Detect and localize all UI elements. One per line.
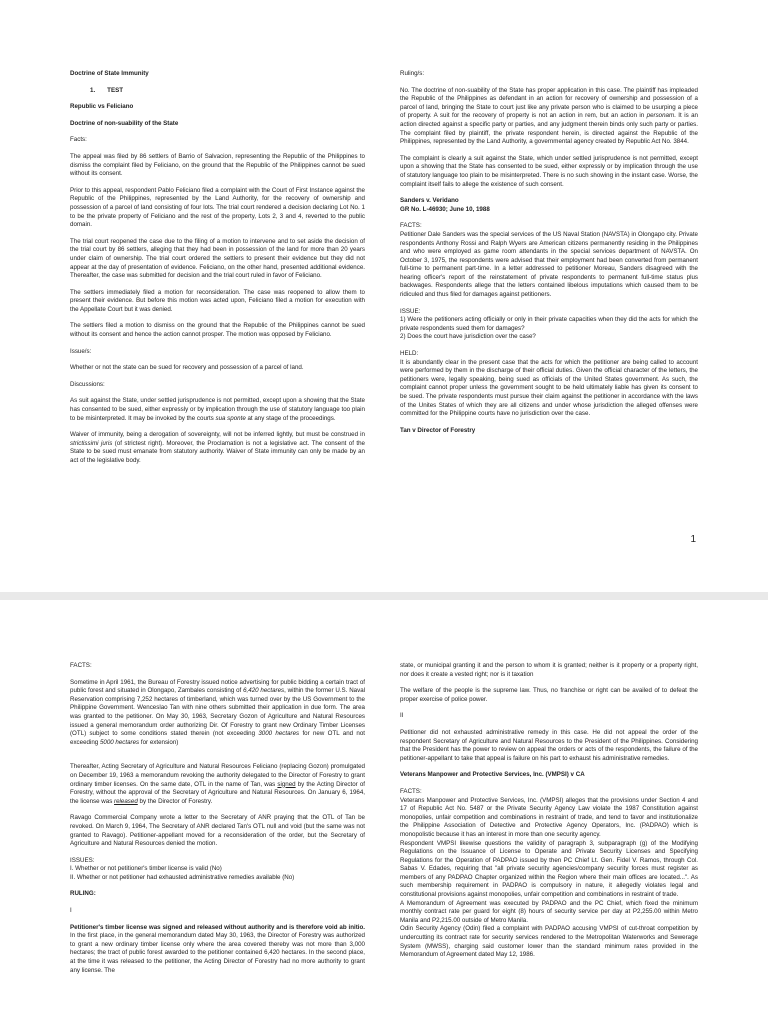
paragraph: 2) Does the court have jurisdiction over the case?	[400, 333, 536, 341]
page-number: 1	[690, 534, 696, 545]
section-label: HELD:	[400, 350, 419, 358]
paragraph: Whether or not the state can be sued for recovery and possession of a parcel of land.	[70, 364, 304, 372]
section-label: Discussions:	[70, 380, 105, 388]
page2-right-column	[400, 662, 698, 968]
paragraph: Odin Security Agency (Odin) filed a complaint with PADPAO accusing VMPSI of cut-throat competition by undercutting its contract rate for security services rendered to the Metropolitan Waterworks and Sewerage System (MWSS), charging said customer lower than the standard minimum rates provided in the Memorandum of Agreement dated May 12, 1986.	[400, 925, 698, 959]
section-label: Facts:	[70, 136, 87, 144]
case-title: Veterans Manpower and Protective Services, Inc. (VMPSI) v CA	[400, 771, 585, 779]
paragraph: Petitioner Dale Sanders was the special services of the US Naval Station (NAVSTA) in Olongapo city. Private respondents Anthony Rossi and Ralph Wyers are American citizens permanently residing in the Philippines and who were employed as game room attendants in the special services department of NAVSTA. On October 3, 1975, the respondents were advised that their employment had been converted from permanent full-time to permanent part-time. In a letter addressed to petitioner Moreau, Sanders disagreed with the hearing officer's report of the reinstatement of private respondents to permanent full-time status plus backwages. Respondents allege that the letters contained libelous imputations which caused them to be ridiculed and thus filed for damages against petitioners.	[400, 230, 698, 299]
case-title: Tan v Director of Forestry	[400, 426, 476, 434]
case-subtitle: Doctrine of non-suability of the State	[70, 119, 179, 127]
page1-right-column	[400, 70, 698, 443]
paragraph: The trial court reopened the case due to the filing of a motion to intervene and to set aside the decision of the trial court by 86 settlers, alleging that they had been in possession of the land for more than 20 years under claim of ownership. The trial court ordered the settlers to present their evidence but they did not appear at the day of presentation of evidence. Feliciano, on the other hand, presented additional evidence. Thereafter, the case was submitted for decision and the trial court ruled in favor of Feliciano.	[70, 237, 365, 280]
paragraph: Ravago Commercial Company wrote a letter to the Secretary of ANR praying that the OTL of Tan be revoked. On March 9, 1964, The Secretary of ANR declared Tan's OTL null and void (but the same was not granted to Ravago). Petitioner-appellant moved for a reconsideration of the order, but the Secretary of Agriculture and Natural Resources denied the motion.	[70, 814, 365, 848]
paragraph: Respondent VMPSI likewise questions the validity of paragraph 3, subparagraph (g) of the Modifying Regulations on the Issuance of License to Operate and Private Security Licenses and Specifying Regulations for the Operation of PADPAO issued by then PC Chief Lt. Gen. Fidel V. Ramos, through Col. Sabas V. Edades, requiring that "all private security agencies/company security forces must register as members of any PADPAO Chapter organized within the Region where their main offices are located...". As such membership requirement in PADPAO is compulsory in nature, it allegedly violates legal and constitutional provisions against monopolies, unfair competition and combinations in restraint of trade.	[400, 839, 698, 899]
section-label: FACTS:	[400, 222, 422, 230]
roman-numeral: I	[70, 907, 72, 915]
list-item: II. Whether or not petitioner had exhausted administrative remedies available (No)	[70, 873, 295, 881]
paragraph: The welfare of the people is the supreme law. Thus, no franchise or right can be availed of to defeat the proper exercise of police power.	[400, 687, 698, 703]
list-item: I. Whether or not petitioner's timber license is valid (No)	[70, 865, 222, 873]
paragraph: The complaint is clearly a suit against the State, which under settled jurisprudence is not permitted, except upon a showing that the State has consented to be sued, either expressly or by implication through the use of statutory language too plain to be misinterpreted. There is no such showing in the instant case. Worse, the complaint itself fails to allege the existence of such consent.	[400, 154, 698, 188]
paragraph: Waiver of immunity, being a derogation of sovereignty, will not be inferred lightly, but must be construed in strictissimi juris (of strictest right). Moreover, the Proclamation is not a legislative act. The consent of the State to be sued must emanate from statutory authority. Waiver of State immunity can only be made by an act of the legislative body.	[70, 431, 366, 464]
section-label: FACTS:	[70, 662, 92, 669]
paragraph: Sometime in April 1961, the Bureau of Forestry issued notice advertising for public bidding a certain tract of public forest and situated in Olongapo, Zambales consisting of 6,420 hectares, within the former U.S. Naval Reservation comprising 7,252 hectares of timberland, which was turned over by the US Government to the Philippine Government. Wenceslao Tan with nine others submitted their application in due form. The area was granted to the petitioner. On May 30, 1963, Secretary Gozon of Agriculture and Natural Resources issued a general memorandum order authorizing Dir. Of Forestry to grant new Ordinary Timber Licenses (OTL) subject to some conditions stated therein (not exceeding 3000 hectares for new OTL and not exceeding 5000 hectares for extension)	[70, 678, 366, 746]
page-gap	[0, 592, 768, 600]
paragraph: The appeal was filed by 86 settlers of Barrio of Salvacion, representing the Republic of the Philippines to dismiss the complaint filed by Feliciano, on the ground that the Republic of the Philippines cannot be sued without its consent.	[70, 152, 365, 178]
paragraph: As suit against the State, under settled jurisprudence is not permitted, except upon a showing that the State has consented to be sued, either expressly or by implication through the use of statutory language too plain to be misinterpreted. It may be invoked by the courts sua sponte at any stage of the proceedings.	[70, 397, 365, 422]
paragraph: Petitioner's timber license was signed and released without authority and is therefore void ab initio. In the first place, in the general memorandum dated May 30, 1963, the Director of Forestry was authorized to grant a new ordinary timber license only where the area covered thereby was not more than 3,000 hectares; the tract of public forest awarded to the petitioner contained 6,420 hectares. In the second place, at the time it was released to the petitioner, the Acting Director of Forestry had no more authority to grant any license. The	[70, 923, 365, 974]
doc-title: Doctrine of State Immunity	[70, 70, 149, 77]
document-page-2	[0, 600, 768, 1024]
paragraph: No. The doctrine of non-suability of the State has proper application in this case. The plaintiff has impleaded the Republic of the Philippines as defendant in an action for recovery of ownership and possession of a parcel of land, bringing the State to court just like any private person who is claimed to be usurping a piece of property. A suit for the recovery of property is not an action in rem, but an action in personam. It is an action directed against a specific party or parties, and any judgment therein binds only such party or parties. The complaint filed by plaintiff, the private respondent herein, is directed against the Republic of the Philippines, represented by the Land Authority, a governmental agency created by Republic Act No. 3844.	[400, 86, 698, 146]
paragraph: Petitioner did not exhausted administrative remedy in this case. He did not appeal the order of the respondent Secretary of Agriculture and Natural Resources to the President of the Philippines. Considering that the President has the power to review on appeal the orders or acts of the respondents, the failure of the petitioner-appellant to take that appeal is failure on his part to exhaust his administrative remedies.	[400, 728, 698, 762]
paragraph: A Memorandum of Agreement was executed by PADPAO and the PC Chief, which fixed the minimum monthly contract rate per guard for eight (8) hours of security service per day at P2,255.00 within Metro Manila and P2,215.00 outside of Metro Manila.	[400, 899, 698, 924]
paragraph: 1) Were the petitioners acting officially or only in their private capacities when they did the acts for which the private respondents sued them for damages?	[400, 316, 698, 332]
paragraph: It is abundantly clear in the present case that the acts for which the petitioner are being called to account were performed by them in the discharge of their official duties. Given the official character of the letters, the petitioners were, legally speaking, being sued as officials of the United States government. As such, the complaint cannot proper unless the government sought to be held ultimately liable has given its consent to be sued. The private respondents must pursue their claim against the petitioner in accordance with the laws of the Unites States of which they are all citizens and under whose jurisdiction the alleged offenses were committed for the Philippine courts have no jurisdiction over the case.	[400, 358, 698, 418]
paragraph: The settlers immediately filed a motion for reconsideration. The case was reopened to allow them to present their evidence. But before this motion was acted upon, Feliciano filed a motion for execution with the Appellate Court but it was denied.	[70, 288, 365, 313]
page2-left-column	[70, 662, 365, 983]
case-gr: GR No. L-46930; June 10, 1988	[400, 205, 490, 213]
paragraph: The settlers filed a motion to dismiss on the ground that the Republic of the Philippines cannot be sued without its consent and hence the action cannot prosper. The motion was opposed by Feliciano.	[70, 322, 365, 339]
section-label: FACTS:	[400, 787, 422, 795]
section-label: Ruling/s:	[400, 70, 425, 77]
section-label: Issue/s:	[70, 347, 92, 355]
paragraph: Thereafter, Acting Secretary of Agriculture and Natural Resources Feliciano (replacing Gozon) promulgated on December 19, 1963 a memorandum revoking the authority delegated to the Director of Forestry to grant ordinary timber licenses. On the same date, OTL in the name of Tan, was signed by the Acting Director of Forestry, without the approval of the Secretary of Agriculture and Natural Resources. On January 6, 1964, the license was released by the Director of Forestry.	[70, 763, 365, 805]
section-label: ISSUE:	[400, 307, 421, 315]
case-title: Republic vs Feliciano	[70, 103, 134, 111]
case-title: Sanders v. Veridano	[400, 197, 459, 205]
paragraph: state, or municipal granting it and the person to whom it is granted; neither is it property or a property right, nor does it create a vested right; nor is it taxation	[400, 662, 698, 678]
paragraph: Prior to this appeal, respondent Pablo Feliciano filed a complaint with the Court of First Instance against the Republic of the Philippines, represented by the Land Authority, for the recovery of ownership and possession of a parcel of land consisting of four lots. The trial court rendered a decision declaring Lot No. 1 to be the private property of Feliciano and the rest of the property, Lots 2, 3 and 4, reverted to the public domain.	[70, 186, 365, 229]
page1-left-column	[70, 70, 365, 474]
section-label: ISSUES:	[70, 856, 95, 864]
roman-numeral: II	[400, 712, 404, 720]
list-item: 1. TEST	[90, 86, 123, 94]
paragraph: Veterans Manpower and Protective Services, Inc. (VMPSI) alleges that the provisions under Section 4 and 17 of Republic Act No. 5487 or the Private Security Agency Law violate the 1987 Constitution against monopolies, unfair competition and combinations in restraint of trade, and tend to favor and institutionalize the Philippine Association of Detective and Protective Agency Operators, Inc. (PADPAO) which is monopolistic because it has an interest in more than one security agency.	[400, 796, 698, 838]
section-label: RULING:	[70, 890, 96, 898]
